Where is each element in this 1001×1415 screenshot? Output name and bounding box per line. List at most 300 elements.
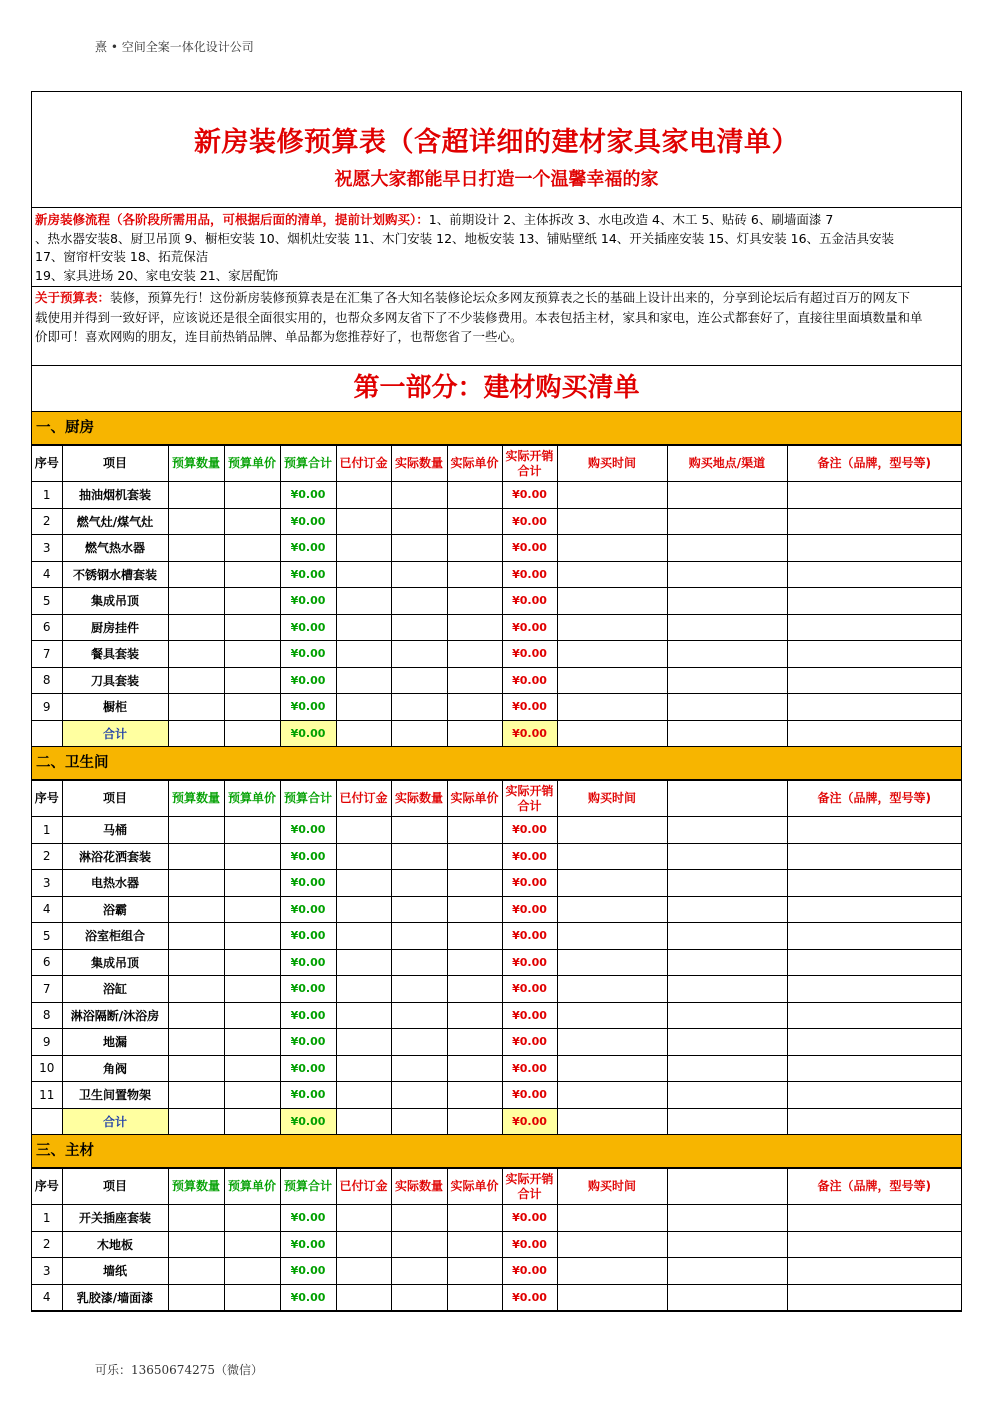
row-number: 1 — [32, 817, 62, 844]
section-header: 三、主材 — [32, 1135, 961, 1168]
column-header: 序号 — [32, 1169, 62, 1205]
input-cell[interactable] — [391, 1002, 447, 1029]
input-cell[interactable] — [447, 896, 502, 923]
budget-sheet — [31, 91, 962, 1312]
section-header: 一、厨房 — [32, 412, 961, 445]
input-cell[interactable] — [447, 870, 502, 897]
input-cell[interactable] — [787, 694, 961, 721]
budget-total-cell: ¥0.00 — [280, 923, 336, 950]
input-cell[interactable] — [667, 1082, 787, 1109]
input-cell[interactable] — [168, 817, 224, 844]
input-cell[interactable] — [168, 508, 224, 535]
budget-total-cell: ¥0.00 — [280, 1002, 336, 1029]
input-cell[interactable] — [447, 482, 502, 509]
table-header-row — [32, 781, 961, 817]
input-cell[interactable] — [447, 694, 502, 721]
input-cell[interactable] — [447, 923, 502, 950]
input-cell[interactable] — [787, 614, 961, 641]
column-header: 已付订金 — [336, 1169, 391, 1205]
input-cell[interactable] — [168, 535, 224, 562]
budget-total-cell: ¥0.00 — [280, 614, 336, 641]
input-cell[interactable] — [224, 561, 280, 588]
input-cell[interactable] — [557, 1002, 667, 1029]
input-cell[interactable] — [224, 482, 280, 509]
input-cell[interactable] — [447, 817, 502, 844]
input-cell[interactable] — [168, 641, 224, 668]
sum-cell — [447, 1108, 502, 1135]
input-cell[interactable] — [557, 976, 667, 1003]
input-cell[interactable] — [787, 976, 961, 1003]
sum-row — [32, 1108, 961, 1135]
input-cell[interactable] — [447, 1029, 502, 1056]
about-label: 关于预算表： — [35, 290, 111, 305]
input-cell[interactable] — [224, 1284, 280, 1311]
input-cell[interactable] — [168, 1258, 224, 1285]
input-cell[interactable] — [391, 508, 447, 535]
input-cell[interactable] — [447, 1002, 502, 1029]
input-cell[interactable] — [391, 817, 447, 844]
actual-total-cell: ¥0.00 — [502, 1082, 557, 1109]
input-cell[interactable] — [391, 535, 447, 562]
input-cell[interactable] — [224, 949, 280, 976]
input-cell[interactable] — [224, 1055, 280, 1082]
input-cell[interactable] — [787, 535, 961, 562]
column-header: 序号 — [32, 446, 62, 482]
input-cell[interactable] — [391, 896, 447, 923]
input-cell[interactable] — [168, 1029, 224, 1056]
input-cell[interactable] — [787, 641, 961, 668]
input-cell[interactable] — [336, 1284, 391, 1311]
input-cell[interactable] — [787, 482, 961, 509]
input-cell[interactable] — [391, 1284, 447, 1311]
column-header: 购买地点/渠道 — [667, 446, 787, 482]
input-cell[interactable] — [557, 1029, 667, 1056]
item-name: 浴缸 — [62, 976, 168, 1003]
row-number: 10 — [32, 1055, 62, 1082]
budget-total-cell: ¥0.00 — [280, 482, 336, 509]
input-cell[interactable] — [557, 1258, 667, 1285]
input-cell[interactable] — [787, 817, 961, 844]
input-cell[interactable] — [168, 1205, 224, 1232]
input-cell[interactable] — [336, 1002, 391, 1029]
input-cell[interactable] — [667, 588, 787, 615]
flow-line4: 19、家具进场 20、家电安装 21、家居配饰 — [35, 267, 279, 283]
input-cell[interactable] — [667, 535, 787, 562]
sum-cell — [557, 1108, 667, 1135]
input-cell[interactable] — [557, 614, 667, 641]
input-cell[interactable] — [447, 949, 502, 976]
input-cell[interactable] — [667, 1258, 787, 1285]
input-cell[interactable] — [557, 1082, 667, 1109]
input-cell[interactable] — [168, 896, 224, 923]
item-name: 木地板 — [62, 1231, 168, 1258]
input-cell[interactable] — [557, 923, 667, 950]
input-cell[interactable] — [224, 896, 280, 923]
sum-cell — [336, 720, 391, 747]
input-cell[interactable] — [787, 1055, 961, 1082]
input-cell[interactable] — [336, 1205, 391, 1232]
input-cell[interactable] — [391, 614, 447, 641]
input-cell[interactable] — [557, 896, 667, 923]
column-header: 备注（品牌，型号等) — [787, 1169, 961, 1205]
input-cell[interactable] — [168, 1002, 224, 1029]
input-cell[interactable] — [224, 694, 280, 721]
input-cell[interactable] — [787, 1205, 961, 1232]
column-header: 预算单价 — [224, 446, 280, 482]
input-cell[interactable] — [447, 1205, 502, 1232]
input-cell[interactable] — [168, 1082, 224, 1109]
column-header: 预算合计 — [280, 781, 336, 817]
input-cell[interactable] — [787, 870, 961, 897]
row-number: 6 — [32, 614, 62, 641]
input-cell[interactable] — [391, 1205, 447, 1232]
item-name: 抽油烟机套装 — [62, 482, 168, 509]
table-row — [32, 1205, 961, 1232]
item-name: 集成吊顶 — [62, 949, 168, 976]
input-cell[interactable] — [168, 614, 224, 641]
input-cell[interactable] — [391, 588, 447, 615]
input-cell[interactable] — [391, 1082, 447, 1109]
input-cell[interactable] — [168, 1284, 224, 1311]
table-row — [32, 896, 961, 923]
table-row — [32, 667, 961, 694]
input-cell[interactable] — [168, 482, 224, 509]
table-row — [32, 1055, 961, 1082]
input-cell[interactable] — [787, 588, 961, 615]
actual-total-cell: ¥0.00 — [502, 949, 557, 976]
column-header: 实际单价 — [447, 781, 502, 817]
budget-table — [32, 1168, 961, 1311]
input-cell[interactable] — [336, 843, 391, 870]
input-cell[interactable] — [336, 588, 391, 615]
input-cell[interactable] — [168, 561, 224, 588]
input-cell[interactable] — [787, 508, 961, 535]
input-cell[interactable] — [557, 817, 667, 844]
budget-total-cell: ¥0.00 — [280, 1231, 336, 1258]
input-cell[interactable] — [336, 667, 391, 694]
sum-cell — [168, 720, 224, 747]
sum-cell — [667, 1108, 787, 1135]
input-cell[interactable] — [557, 588, 667, 615]
column-header: 购买时间 — [557, 781, 667, 817]
input-cell[interactable] — [391, 949, 447, 976]
input-cell[interactable] — [787, 1284, 961, 1311]
input-cell[interactable] — [667, 896, 787, 923]
input-cell[interactable] — [447, 561, 502, 588]
budget-total-cell: ¥0.00 — [280, 949, 336, 976]
input-cell[interactable] — [447, 614, 502, 641]
input-cell[interactable] — [787, 1002, 961, 1029]
input-cell[interactable] — [336, 614, 391, 641]
item-name: 不锈钢水槽套装 — [62, 561, 168, 588]
input-cell[interactable] — [667, 1029, 787, 1056]
input-cell[interactable] — [168, 843, 224, 870]
table-header-row — [32, 1169, 961, 1205]
actual-total-cell: ¥0.00 — [502, 482, 557, 509]
table-row — [32, 843, 961, 870]
input-cell[interactable] — [447, 667, 502, 694]
part-title: 第一部分：建材购买清单 — [32, 366, 961, 412]
input-cell[interactable] — [224, 588, 280, 615]
input-cell[interactable] — [787, 1231, 961, 1258]
input-cell[interactable] — [168, 694, 224, 721]
table-row — [32, 614, 961, 641]
input-cell[interactable] — [224, 1258, 280, 1285]
input-cell[interactable] — [336, 535, 391, 562]
input-cell[interactable] — [224, 923, 280, 950]
actual-total-cell: ¥0.00 — [502, 508, 557, 535]
input-cell[interactable] — [168, 870, 224, 897]
sum-actual-total: ¥0.00 — [502, 720, 557, 747]
input-cell[interactable] — [787, 1029, 961, 1056]
sum-cell — [787, 720, 961, 747]
row-number: 4 — [32, 561, 62, 588]
input-cell[interactable] — [336, 1231, 391, 1258]
input-cell[interactable] — [168, 923, 224, 950]
input-cell[interactable] — [336, 870, 391, 897]
input-cell[interactable] — [557, 843, 667, 870]
about-budget — [32, 287, 961, 366]
input-cell[interactable] — [557, 561, 667, 588]
input-cell[interactable] — [336, 482, 391, 509]
column-header: 预算单价 — [224, 1169, 280, 1205]
item-name: 淋浴隔断/沐浴房 — [62, 1002, 168, 1029]
actual-total-cell: ¥0.00 — [502, 1029, 557, 1056]
input-cell[interactable] — [667, 817, 787, 844]
column-header — [667, 1169, 787, 1205]
input-cell[interactable] — [787, 561, 961, 588]
budget-total-cell: ¥0.00 — [280, 896, 336, 923]
input-cell[interactable] — [667, 976, 787, 1003]
input-cell[interactable] — [224, 870, 280, 897]
input-cell[interactable] — [667, 667, 787, 694]
row-number: 2 — [32, 508, 62, 535]
actual-total-cell: ¥0.00 — [502, 870, 557, 897]
input-cell[interactable] — [787, 896, 961, 923]
budget-total-cell: ¥0.00 — [280, 641, 336, 668]
table-row — [32, 1284, 961, 1311]
item-name: 餐具套装 — [62, 641, 168, 668]
input-cell[interactable] — [557, 641, 667, 668]
input-cell[interactable] — [391, 694, 447, 721]
input-cell[interactable] — [447, 641, 502, 668]
input-cell[interactable] — [391, 641, 447, 668]
input-cell[interactable] — [557, 482, 667, 509]
sum-cell — [787, 1108, 961, 1135]
row-number: 7 — [32, 641, 62, 668]
input-cell[interactable] — [391, 1258, 447, 1285]
input-cell[interactable] — [391, 482, 447, 509]
input-cell[interactable] — [447, 1231, 502, 1258]
input-cell[interactable] — [336, 923, 391, 950]
input-cell[interactable] — [557, 694, 667, 721]
input-cell[interactable] — [224, 535, 280, 562]
sum-cell — [224, 720, 280, 747]
input-cell[interactable] — [667, 1284, 787, 1311]
input-cell[interactable] — [224, 667, 280, 694]
item-name: 浴室柜组合 — [62, 923, 168, 950]
input-cell[interactable] — [168, 949, 224, 976]
input-cell[interactable] — [336, 896, 391, 923]
sum-cell — [391, 720, 447, 747]
input-cell[interactable] — [667, 1002, 787, 1029]
input-cell[interactable] — [667, 1205, 787, 1232]
input-cell[interactable] — [224, 1205, 280, 1232]
input-cell[interactable] — [391, 1231, 447, 1258]
input-cell[interactable] — [667, 641, 787, 668]
column-header: 实际开销合计 — [502, 781, 557, 817]
input-cell[interactable] — [224, 976, 280, 1003]
input-cell[interactable] — [557, 1205, 667, 1232]
item-name: 集成吊顶 — [62, 588, 168, 615]
actual-total-cell: ¥0.00 — [502, 1002, 557, 1029]
input-cell[interactable] — [391, 976, 447, 1003]
table-row — [32, 561, 961, 588]
input-cell[interactable] — [336, 641, 391, 668]
input-cell[interactable] — [391, 923, 447, 950]
input-cell[interactable] — [667, 1231, 787, 1258]
input-cell[interactable] — [447, 843, 502, 870]
input-cell[interactable] — [557, 949, 667, 976]
input-cell[interactable] — [224, 1231, 280, 1258]
budget-total-cell: ¥0.00 — [280, 694, 336, 721]
input-cell[interactable] — [224, 1082, 280, 1109]
table-row — [32, 1029, 961, 1056]
input-cell[interactable] — [224, 843, 280, 870]
renovation-flow — [32, 208, 961, 287]
input-cell[interactable] — [336, 1055, 391, 1082]
input-cell[interactable] — [447, 588, 502, 615]
input-cell[interactable] — [336, 561, 391, 588]
input-cell[interactable] — [336, 949, 391, 976]
input-cell[interactable] — [391, 1055, 447, 1082]
input-cell[interactable] — [336, 817, 391, 844]
actual-total-cell: ¥0.00 — [502, 976, 557, 1003]
input-cell[interactable] — [168, 1231, 224, 1258]
sum-cell — [168, 1108, 224, 1135]
input-cell[interactable] — [787, 923, 961, 950]
input-cell[interactable] — [391, 1029, 447, 1056]
input-cell[interactable] — [557, 667, 667, 694]
input-cell[interactable] — [667, 561, 787, 588]
input-cell[interactable] — [447, 1082, 502, 1109]
budget-table — [32, 445, 961, 747]
company-name: 熹 • 空间全案一体化设计公司 — [95, 40, 254, 54]
input-cell[interactable] — [224, 1029, 280, 1056]
about-line2: 载使用并得到一致好评，应该说还是很全面很实用的，也帮众多网友省下了不少装修费用。本表包括主材，家具和家电，连公式都套好了，直接往里面填数量和单 — [35, 309, 923, 325]
actual-total-cell: ¥0.00 — [502, 535, 557, 562]
input-cell[interactable] — [667, 614, 787, 641]
row-number: 2 — [32, 843, 62, 870]
input-cell[interactable] — [224, 614, 280, 641]
column-header: 实际数量 — [391, 446, 447, 482]
input-cell[interactable] — [667, 1055, 787, 1082]
input-cell[interactable] — [336, 1258, 391, 1285]
table-header-row — [32, 446, 961, 482]
input-cell[interactable] — [557, 870, 667, 897]
row-number: 2 — [32, 1231, 62, 1258]
table-row — [32, 482, 961, 509]
sum-label: 合计 — [62, 720, 168, 747]
input-cell[interactable] — [447, 535, 502, 562]
row-number: 3 — [32, 870, 62, 897]
row-number: 4 — [32, 1284, 62, 1311]
input-cell[interactable] — [391, 561, 447, 588]
input-cell[interactable] — [224, 817, 280, 844]
column-header: 实际数量 — [391, 781, 447, 817]
sum-cell — [667, 720, 787, 747]
input-cell[interactable] — [787, 1082, 961, 1109]
input-cell[interactable] — [787, 843, 961, 870]
input-cell[interactable] — [557, 1284, 667, 1311]
input-cell[interactable] — [667, 508, 787, 535]
actual-total-cell: ¥0.00 — [502, 896, 557, 923]
input-cell[interactable] — [787, 1258, 961, 1285]
item-name: 橱柜 — [62, 694, 168, 721]
input-cell[interactable] — [447, 1055, 502, 1082]
row-number: 5 — [32, 923, 62, 950]
budget-total-cell: ¥0.00 — [280, 1082, 336, 1109]
input-cell[interactable] — [557, 508, 667, 535]
input-cell[interactable] — [336, 694, 391, 721]
input-cell[interactable] — [557, 1055, 667, 1082]
table-row — [32, 641, 961, 668]
input-cell[interactable] — [667, 843, 787, 870]
input-cell[interactable] — [557, 1231, 667, 1258]
input-cell[interactable] — [787, 949, 961, 976]
input-cell[interactable] — [667, 694, 787, 721]
row-number: 8 — [32, 667, 62, 694]
column-header: 预算数量 — [168, 1169, 224, 1205]
input-cell[interactable] — [447, 508, 502, 535]
input-cell[interactable] — [336, 508, 391, 535]
input-cell[interactable] — [447, 1258, 502, 1285]
item-name: 刀具套装 — [62, 667, 168, 694]
input-cell[interactable] — [224, 508, 280, 535]
flow-line3: 17、窗帘杆安装 18、拓荒保洁 — [35, 249, 209, 264]
input-cell[interactable] — [667, 949, 787, 976]
footer-contact: 可乐：13650674275（微信） — [95, 1363, 263, 1377]
input-cell[interactable] — [224, 641, 280, 668]
input-cell[interactable] — [391, 843, 447, 870]
actual-total-cell: ¥0.00 — [502, 1205, 557, 1232]
input-cell[interactable] — [224, 1002, 280, 1029]
input-cell[interactable] — [168, 1055, 224, 1082]
input-cell[interactable] — [168, 588, 224, 615]
input-cell[interactable] — [667, 482, 787, 509]
input-cell[interactable] — [667, 870, 787, 897]
input-cell[interactable] — [168, 976, 224, 1003]
input-cell[interactable] — [447, 976, 502, 1003]
input-cell[interactable] — [391, 667, 447, 694]
table-row — [32, 870, 961, 897]
input-cell[interactable] — [667, 923, 787, 950]
column-header: 项目 — [62, 446, 168, 482]
column-header: 预算数量 — [168, 781, 224, 817]
input-cell[interactable] — [168, 667, 224, 694]
column-header: 实际开销合计 — [502, 446, 557, 482]
budget-total-cell: ¥0.00 — [280, 843, 336, 870]
input-cell[interactable] — [391, 870, 447, 897]
input-cell[interactable] — [557, 535, 667, 562]
item-name: 燃气热水器 — [62, 535, 168, 562]
input-cell[interactable] — [336, 976, 391, 1003]
input-cell[interactable] — [787, 667, 961, 694]
input-cell[interactable] — [336, 1082, 391, 1109]
input-cell[interactable] — [336, 1029, 391, 1056]
input-cell[interactable] — [447, 1284, 502, 1311]
actual-total-cell: ¥0.00 — [502, 561, 557, 588]
